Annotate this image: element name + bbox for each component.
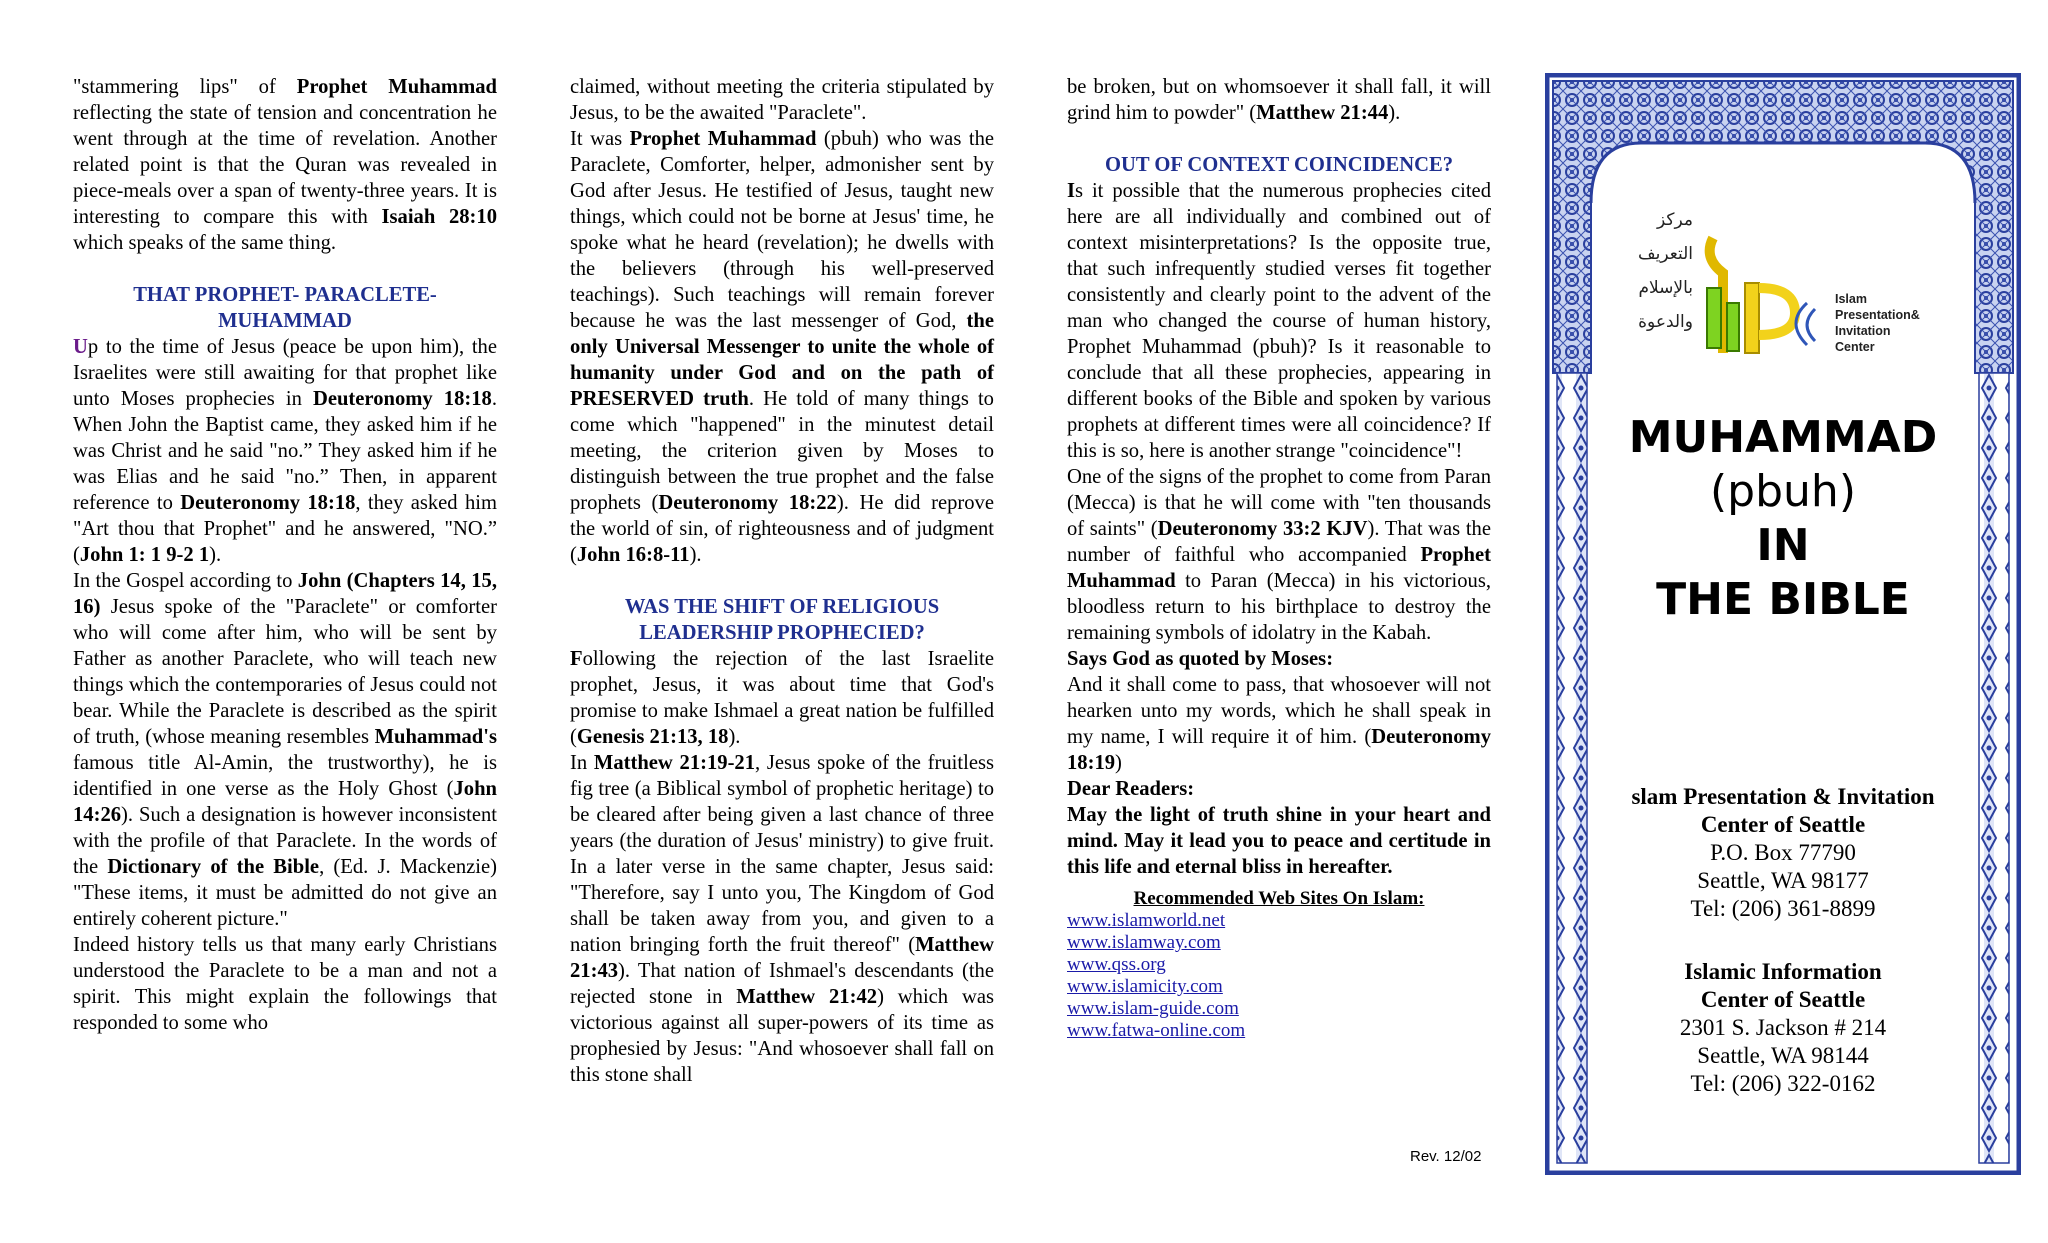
paragraph: Is it possible that the numerous prophecies cited here are all individually and combined out of context misinterpretations? Is the opposite true, that such infrequently studied verses fit together consistently and clearly point to the advent of the man who changed the course of human history, Prophet Muhammad (pbuh)? Is it reasonable to conclude that all these prophecies, appearing in different books of the Bible and spoken by various prophets at different times were all coincidence? If this is so, here is another strange "coincidence"! [1067, 180, 1491, 462]
column-1 [73, 74, 497, 1036]
websites-heading: Recommended Web Sites On Islam: [1133, 888, 1425, 909]
paragraph: Indeed history tells us that many early Christians understood the Paraclete to be a man and not a spirit. This might explain the followings that responded to some who [73, 934, 497, 1034]
paragraph: "stammering lips" of Prophet Muhammad reflecting the state of tension and concentration he went through at the time of revelation. Another related point is that the Quran was revealed in piece-meals over a span of twenty-three years. It is interesting to compare this with Isaiah 28:10 which speaks of the same thing. [73, 76, 497, 254]
title-muhammad: MUHAMMAD [1628, 412, 1938, 463]
website-link[interactable]: www.qss.org [1067, 954, 1166, 975]
title-in: IN [1756, 520, 1810, 571]
title-pbuh: (pbuh) [1710, 466, 1856, 517]
paragraph-bold: Says God as quoted by Moses: [1067, 648, 1334, 670]
paragraph: be broken, but on whomsoever it shall fall, it will grind him to powder" (Matthew 21:44). [1067, 76, 1491, 124]
paragraph-bold: May the light of truth shine in your heart and mind. May it lead you to peace and certitude in this life and eternal bliss in hereafter. [1067, 804, 1491, 878]
cover-title [1545, 411, 2021, 627]
website-link[interactable]: www.islamicity.com [1067, 976, 1223, 997]
paragraph-bold: Dear Readers: [1067, 778, 1195, 800]
website-link[interactable]: www.islamworld.net [1067, 910, 1226, 931]
contact-block-1: slam Presentation & Invitation Center of Seattle P.O. Box 77790 Seattle, WA 98177 Tel: (206) 361-8899 [1631, 784, 1935, 921]
paragraph: And it shall come to pass, that whosoever will not hearken unto my words, which he shall speak in my name, I will require it of him. (Deuteronomy 18:19) [1067, 674, 1491, 774]
website-links [1067, 910, 1491, 1042]
paragraph: One of the signs of the prophet to come from Paran (Mecca) is that he will come with "ten thousands of saints" (Deuteronomy 33:2 KJV). That was the number of faithful who accompanied Prophet Muhammad to Paran (Mecca) in his victorious, bloodless return to his birthplace to destroy the remaining symbols of idolatry in the Kabah. [1067, 466, 1491, 644]
cover-panel [1545, 73, 2021, 1175]
column-2 [570, 74, 994, 1088]
paragraph: It was Prophet Muhammad (pbuh) who was the Paraclete, Comforter, helper, admonisher sent by God after Jesus. He testified of Jesus, taught new things, which could not be borne at Jesus' time, he spoke what he heard (revelation); he dwells with the believers (through his well-preserved teachings). Such teachings will remain forever because he was the last messenger of God, the only Universal Messenger to unite the whole of humanity under God and on the path of PRESERVED truth. He told of many things to come which "happened" in the minutest detail meeting, the criterion given by Moses to distinguish between the true prophet and the false prophets (Deuteronomy 18:22). He did reprove the world of sin, of righteousness and of judgment (John 16:8-11). [570, 128, 995, 566]
arabic-center-name: مركز التعريف بالإسلام والدعوة [1638, 210, 1693, 332]
column-3 [1067, 74, 1491, 1042]
paragraph: claimed, without meeting the criteria stipulated by Jesus, to be the awaited "Paraclete". [570, 76, 994, 124]
website-link[interactable]: www.fatwa-online.com [1067, 1020, 1246, 1041]
section-heading: OUT OF CONTEXT COINCIDENCE? [1104, 154, 1454, 176]
title-the-bible: THE BIBLE [1656, 574, 1910, 625]
website-link[interactable]: www.islamway.com [1067, 932, 1221, 953]
paragraph: In Matthew 21:19-21, Jesus spoke of the fruitless fig tree (a Biblical symbol of prophetic heritage) to be cleared after being given a last chance of three years (the duration of Jesus' ministry) to give fruit. In a later verse in the same chapter, Jesus said: "Therefore, say I unto you, The Kingdom of God shall be taken away from you, and given to a nation bringing forth the fruit thereof" (Matthew 21:43). That nation of Ishmael's descendants (the rejected stone in Matthew 21:42) which was victorious against all super-powers of its time as prophesied by Jesus: "And whosoever shall fall on this stone shall [570, 752, 994, 1086]
logo-caption: Islam Presentation& Invitation Center [1835, 292, 1920, 354]
revision-label: Rev. 12/02 [1410, 1148, 1482, 1165]
section-heading: THAT PROPHET- PARACLETE- MUHAMMAD [133, 284, 437, 332]
paragraph: Following the rejection of the last Israelite prophet, Jesus, it was about time that God's promise to make Ishmael a great nation be fulfilled (Genesis 21:13, 18). [570, 648, 994, 748]
contact-block-2: Islamic Information Center of Seattle 2301 S. Jackson # 214 Seattle, WA 98144 Tel: (206) 322-0162 [1679, 959, 1887, 1096]
paragraph: Up to the time of Jesus (peace be upon him), the Israelites were still awaiting for that prophet like unto Moses prophecies in Deuteronomy 18:18. When John the Baptist came, they asked him if he was Christ and he said "no.” They asked him if he was Elias and he said "no.” Then, in apparent reference to Deuteronomy 18:18, they asked him "Art thou that Prophet" and he answered, "NO.” (John 1: 1 9-2 1). [73, 336, 497, 566]
website-link[interactable]: www.islam-guide.com [1067, 998, 1239, 1019]
paragraph: In the Gospel according to John (Chapters 14, 15, 16) Jesus spoke of the "Paraclete" or comforter who will come after him, who will be sent by Father as another Paraclete, who will teach new things which the contemporaries of Jesus could not bear. While the Paraclete is described as the spirit of truth, (whose meaning resembles Muhammad's famous title Al-Amin, the trustworthy), he is identified in one verse as the Holy Ghost (John 14:26). Such a designation is however inconsistent with the profile of that Paraclete. In the words of the Dictionary of the Bible, (Ed. J. Mackenzie) "These items, it must be admitted do not give an entirely coherent picture." [73, 570, 498, 930]
section-heading: WAS THE SHIFT OF RELIGIOUS LEADERSHIP PROPHECIED? [624, 596, 940, 644]
